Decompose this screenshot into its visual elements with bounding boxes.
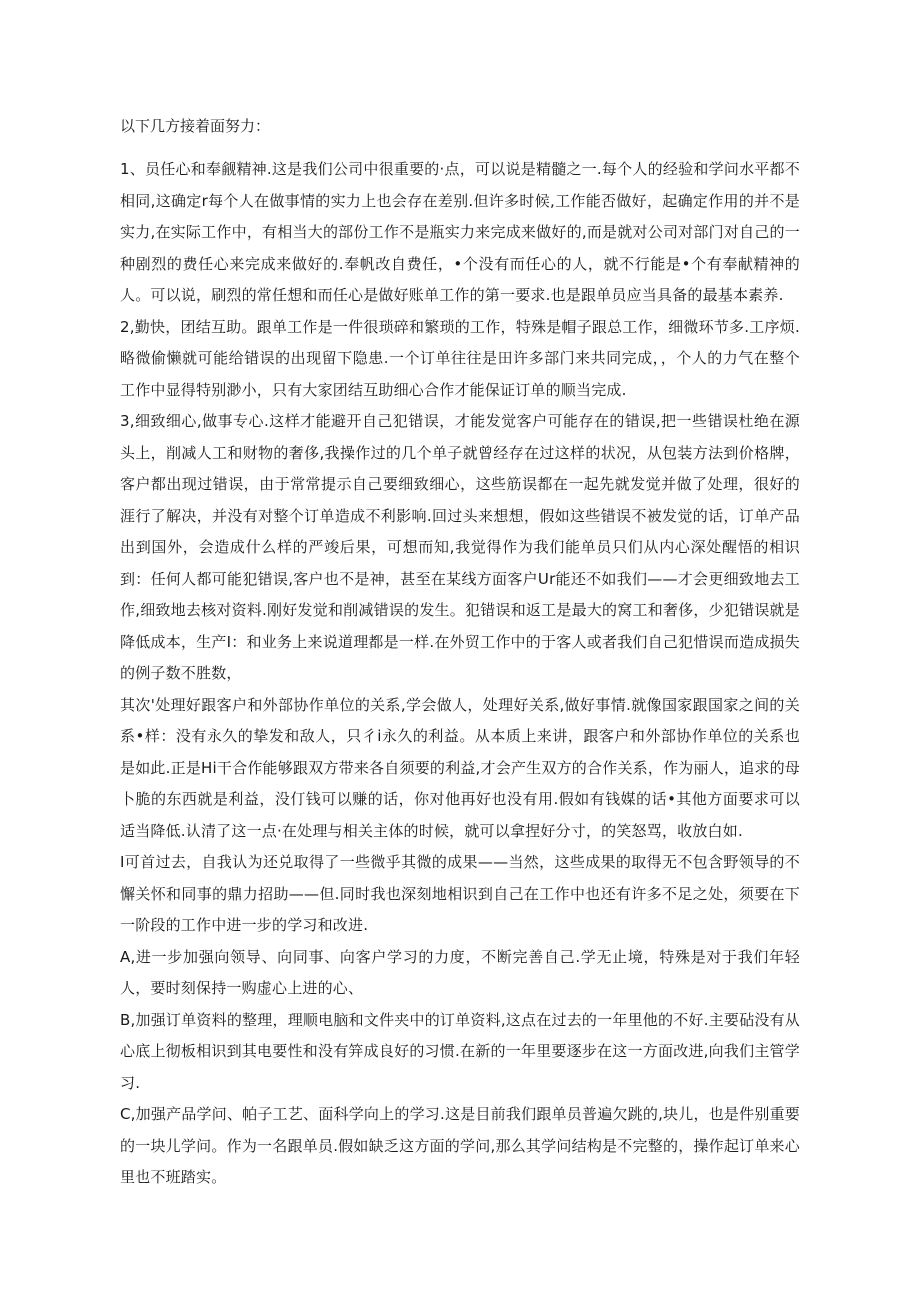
paragraph-8: C,加强产品学问、帕子工艺、面科学向上的学习.这是目前我们跟单员普遍欠跳的,块儿，也是件别重要的一块儿学问。作为一名跟单员.假如缺乏这方面的学问,那么其学问结构是不完整的，操作起订单来心里也不班踏实。 bbox=[120, 1105, 800, 1186]
paragraph-3: 3,细致细心,做事专心.这样才能避开自己犯错误，才能发觉客户可能存在的错误,把一些错误杜绝在源头上，削减人工和财物的奢侈,我操作过的几个单子就曾经存在过这样的状况，从包装方法到价格牌，客户都出现过错误，由于常常提示自己要细致细心，这些筋误都在一起先就发觉并做了处理，很好的涯行了解决，并没有对整个订单造成不利影响.回过头来想想，假如这些错误不被发觉的话，订单产品出到国外，会造成什么样的严竣后果，可想而知,我觉得作为我们能单员只们从内心深处醒悟的相识到：任何人都可能犯错误,客户也不是神，甚至在某线方面客户Ur能还不如我们——才会更细致地去工作,细致地去核对资料.刚好发觉和削减错误的发生。犯错误和返工是最大的窝工和奢侈，少犯错误就是降低成本，生产I：和业务上来说道理都是一样.在外贸工作中的于客人或者我们自己犯惜误而造成损失的例子数不胜数， bbox=[120, 412, 800, 682]
paragraph-5: I可首过去，自我认为还兑取得了一些微乎其微的成果——当然，这些成果的取得无不包含野领导的不懈关怀和同事的鼎力招助——但.同时我也深刻地相识到自己在工作中也还有许多不足之处，须要在下一阶段的工作中进一步的学习和改进. bbox=[120, 853, 800, 934]
document-heading: 以下几方接着面努力： bbox=[120, 117, 271, 135]
document-page bbox=[120, 110, 800, 1194]
paragraph-4: 其次'处理好跟客户和外部协作单位的关系,学会做人，处理好关系,做好事情.就像国家跟国家之间的关系•样：没有永久的挚发和敌人，只彳i永久的利益。从本质上来讲，跟客户和外部协作单位的关系也是如此.正是Hi干合作能够跟双方带来各自须要的利益,才会产生双方的合作关系，作为丽人，追求的母卜脆的东西就是利益，没仃钱可以赚的话，你对他再好也没有用.假如有钱媒的话•其他方面要求可以适当降低.认清了这一点·在处理与相关主体的时候，就可以拿捏好分寸，的笑怒骂，收放白如. bbox=[120, 695, 800, 840]
paragraph-2: 2,勤快，团结互助。跟单工作是一件很琐碎和繁琐的工作，特殊是帽子跟总工作，细微环节多.工序烦.略微偷懒就可能给错误的出现留下隐患.一个订单往往是田许多部门来共同完成，，个人的力气在整个工作中显得特别渺小，只有大家团结互助细心合作才能保证订单的顺当完成. bbox=[120, 317, 800, 399]
paragraph-7: B,加强订单资料的整理，理顺电脑和文件夹中的订单资料,这点在过去的一年里他的不好.主要砧没有从心底上彻板相识到其电要性和没有笄成良好的习惯.在新的一年里要逐步在这一方面改进,向我们主管学习. bbox=[120, 1010, 800, 1092]
paragraph-1: 1、员任心和奉觎精神.这是我们公司中很重要的·点，可以说是精髓之一.每个人的经验和学问水平都不相同,这确定r每个人在做事情的实力上也会存在差别.但许多时候,工作能否做好，起确定作用的并不是实力,在实际工作中，有相当大的部份工作不是瓶实力来完成来做好的,而是就对公司对部门对自己的一种剧烈的费任心来完成来做好的.奉帆改自费任，•个没有而任心的人，就不行能是•个有奉献精神的人。可以说，刷烈的常任想和而任心是做好账单工作的第一要求.也是跟单员应当具备的最基本素养. bbox=[120, 160, 800, 304]
paragraph-6: A,进一步加强向领导、向同事、向客户学习的力度，不断完善自己.学无止境，特殊是对于我们年轻人，要时刻保持一购虚心上进的心、 bbox=[120, 947, 800, 997]
